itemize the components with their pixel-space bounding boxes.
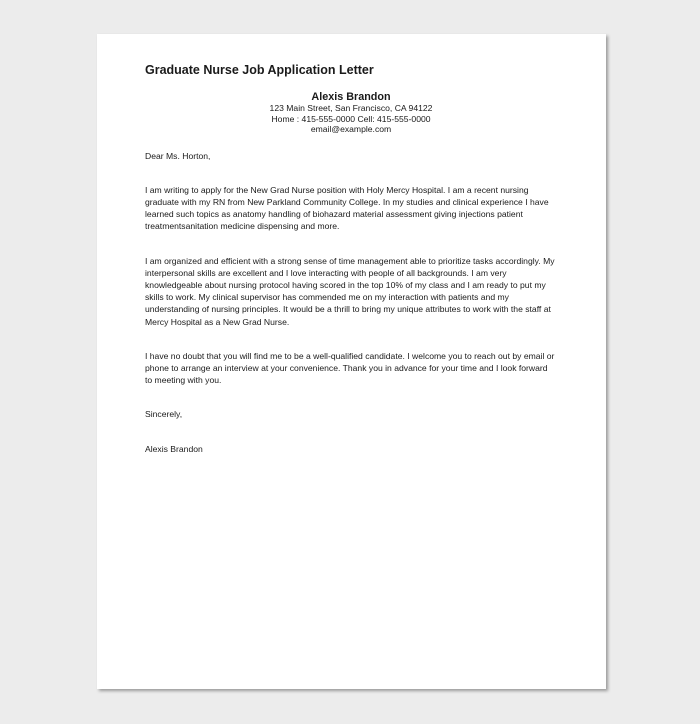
sender-email: email@example.com bbox=[310, 124, 392, 134]
sender-header bbox=[145, 91, 557, 135]
salutation: Dear Ms. Horton, bbox=[145, 150, 211, 161]
body-paragraph-3: I have no doubt that you will find me to be a well-qualified candidate. I welcome you to reach out by email or phone to arrange an interview at your convenience. Thank you in advance for your time and I look forward to meeting with you. bbox=[145, 350, 555, 386]
signature: Alexis Brandon bbox=[145, 443, 203, 454]
closing: Sincerely, bbox=[145, 409, 183, 420]
sender-address: 123 Main Street, San Francisco, CA 94122 bbox=[269, 103, 433, 113]
body-paragraph-2: I am organized and efficient with a strong sense of time management able to prioritize tasks accordingly. My interpersonal skills are excellent and I love interacting with people of all backgrounds. I am very knowledgeable about nursing protocol having scored in the top 10% of my class and I am ready to put my skills to work. My clinical supervisor has commended me on my interaction with patients and my understanding of nursing principles. It would be a thrill to bring my unique attributes to work with the staff at Mercy Hospital as a New Grad Nurse. bbox=[145, 255, 555, 327]
body-paragraph-1: I am writing to apply for the New Grad Nurse position with Holy Mercy Hospital. I am a recent nursing graduate with my RN from New Parkland Community College. In my studies and clinical experience I have learned such topics as anatomy handling of biohazard material assessment giving injections patient treatmentsanitation medicine dispensing and more. bbox=[145, 184, 549, 232]
sender-phones: Home : 415-555-0000 Cell: 415-555-0000 bbox=[271, 113, 431, 124]
page-title: Graduate Nurse Job Application Letter bbox=[145, 63, 374, 77]
letter-page bbox=[97, 34, 606, 689]
letter-content bbox=[145, 63, 557, 455]
sender-name: Alexis Brandon bbox=[311, 91, 391, 103]
